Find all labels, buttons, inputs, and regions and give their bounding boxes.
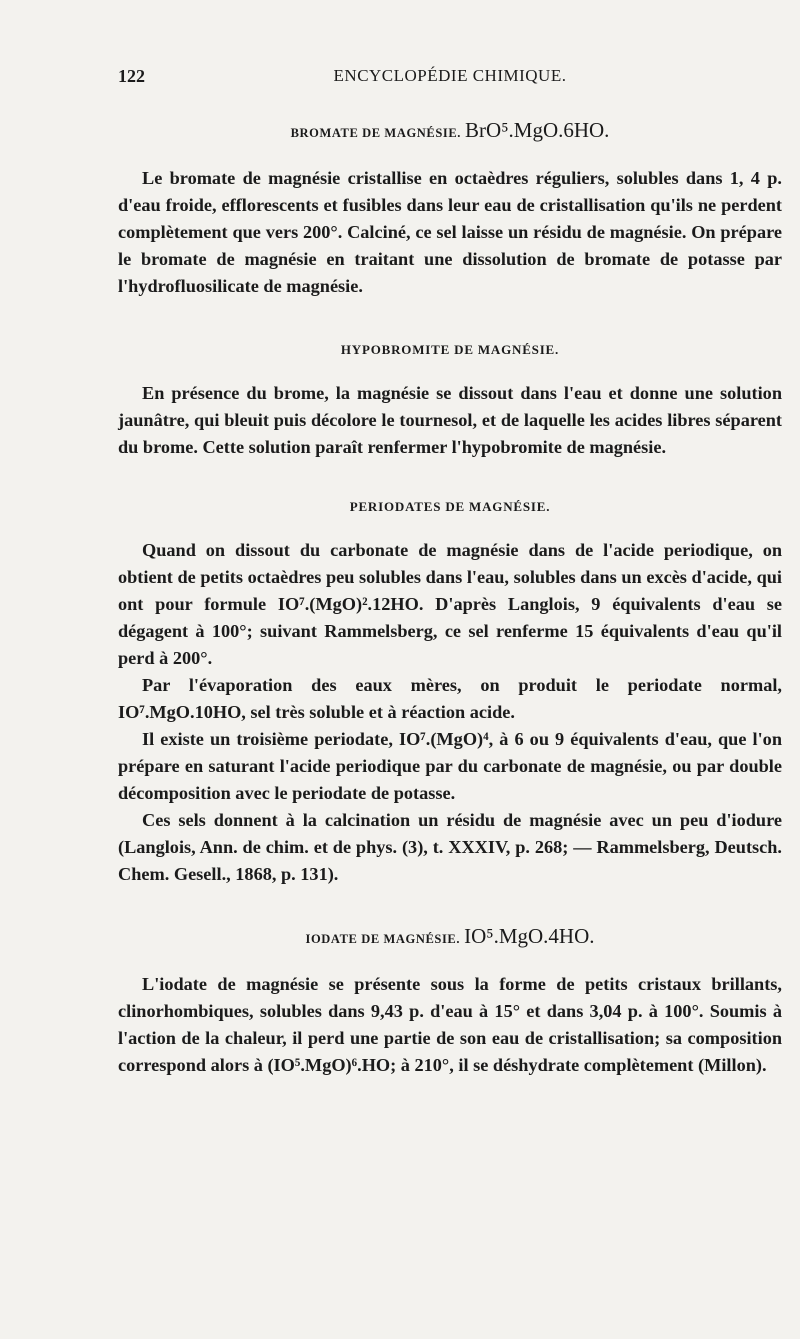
section-label: IODATE DE MAGNÉSIE. (305, 932, 461, 946)
section-formula: BrO⁵.MgO.6HO. (465, 118, 610, 142)
section-title-iodate (118, 924, 782, 949)
page-number: 122 (118, 66, 145, 86)
paragraph: Il existe un troisième periodate, IO⁷.(MgO)⁴, à 6 ou 9 équivalents d'eau, que l'on prépare en saturant l'acide periodique par du carbonate de magnésie, ou par double décomposition avec le periodate de potasse. (118, 729, 782, 803)
section-title-hypobromite (118, 342, 782, 358)
section-label: HYPOBROMITE DE MAGNÉSIE. (340, 342, 560, 357)
section-title-bromate (118, 118, 782, 143)
paragraph: L'iodate de magnésie se présente sous la forme de petits cristaux brillants, clinorhombiques, solubles dans 9,43 p. d'eau à 15° et dans 3,04 p. à 100°. Soumis à l'action de la chaleur, il perd une partie de son eau de cristallisation; sa composition correspond alors à (IO⁵.MgO)⁶.HO; à 210°, il se déshydrate complètement (Millon). (118, 974, 782, 1075)
paragraph: Par l'évaporation des eaux mères, on produit le periodate normal, IO⁷.MgO.10HO, sel très soluble et à réaction acide. (118, 675, 782, 722)
paragraph: Quand on dissout du carbonate de magnésie dans de l'acide periodique, on obtient de petits octaèdres peu solubles dans l'eau, solubles dans un excès d'acide, qui ont pour formule IO⁷.(MgO)².12HO. D'après Langlois, 9 équivalents d'eau se dégagent à 100°; suivant Rammelsberg, ce sel renferme 15 équivalents d'eau qu'il perd à 200°. (118, 540, 782, 668)
running-title: ENCYCLOPÉDIE CHIMIQUE. (333, 66, 567, 85)
page-header (118, 66, 782, 94)
section-formula: IO⁵.MgO.4HO. (464, 924, 595, 948)
section-title-periodates (118, 499, 782, 515)
paragraph: En présence du brome, la magnésie se dissout dans l'eau et donne une solution jaunâtre, qui bleuit puis décolore le tournesol, et de laquelle les acides libres séparent du brome. Cette solution paraît renfermer l'hypobromite de magnésie. (118, 383, 782, 457)
paragraph: Ces sels donnent à la calcination un résidu de magnésie avec un peu d'iodure (Langlois, Ann. de chim. et de phys. (3), t. XXXIV, p. 268; — Rammelsberg, Deutsch. Chem. Gesell., 1868, p. 131). (118, 810, 782, 884)
paragraph: Le bromate de magnésie cristallise en octaèdres réguliers, solubles dans 1, 4 p. d'eau froide, efflorescents et fusibles dans leur eau de cristallisation qu'ils ne perdent complètement que vers 200°. Calciné, ce sel laisse un résidu de magnésie. On prépare le bromate de magnésie en traitant une dissolution de bromate de potasse par l'hydrofluosilicate de magnésie. (118, 168, 782, 296)
body-text (118, 118, 782, 1079)
section-label: BROMATE DE MAGNÉSIE. (290, 126, 462, 140)
section-label: PERIODATES DE MAGNÉSIE. (349, 499, 551, 514)
